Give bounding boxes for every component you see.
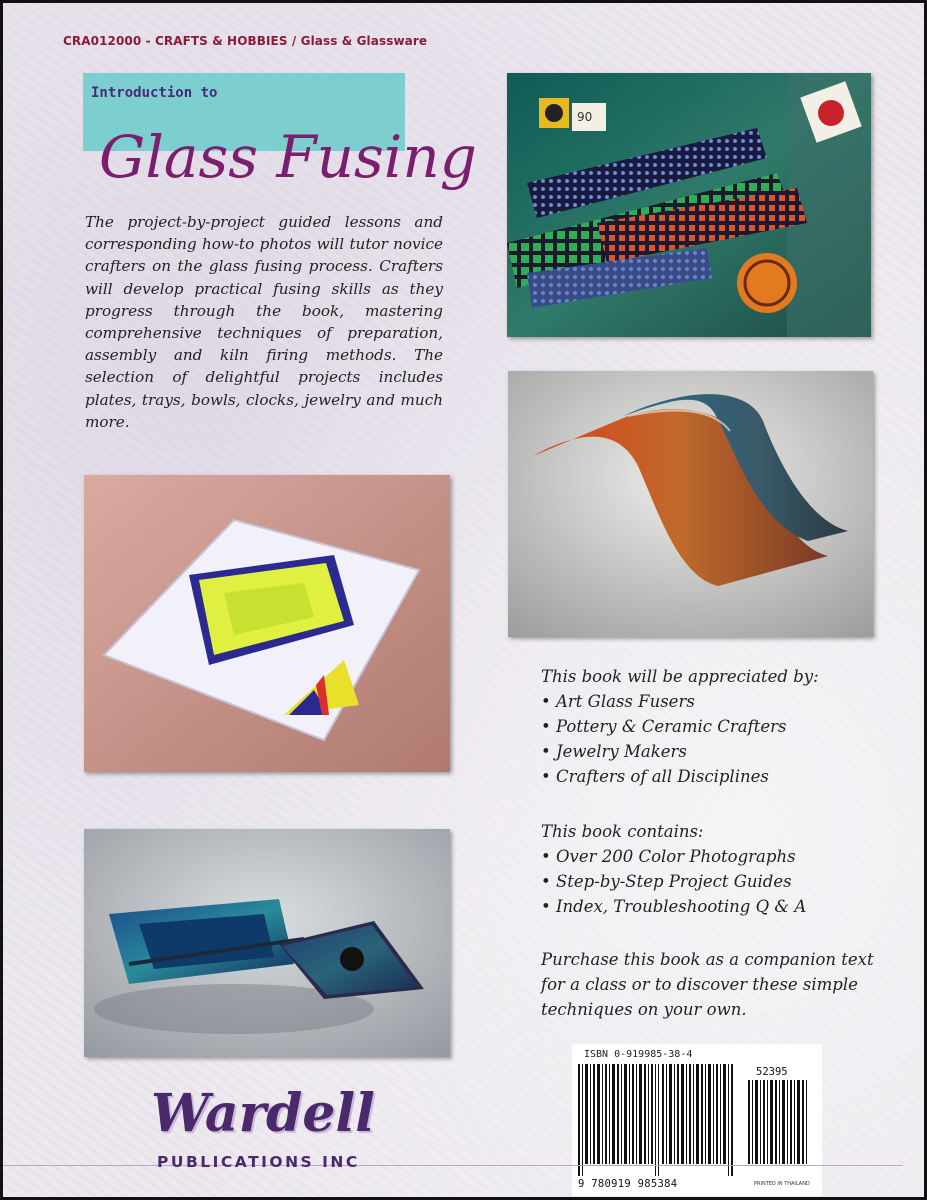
book-title: Glass Fusing (99, 123, 477, 191)
contains-section (541, 819, 881, 919)
barcode-bars (578, 1064, 816, 1176)
list-item: • Pottery & Ceramic Crafters (541, 714, 881, 739)
list-item: • Step-by-Step Project Guides (541, 869, 881, 894)
publisher-logo (151, 1083, 393, 1183)
printed-in-label: PRINTED IN THAILAND (754, 1181, 810, 1187)
list-item: • Crafters of all Disciplines (541, 764, 881, 789)
appreciated-list (541, 689, 881, 789)
barcode (572, 1044, 822, 1196)
photo-square-plate (84, 475, 450, 772)
isbn-label: ISBN 0-919985-38-4 (584, 1049, 693, 1060)
publisher-subtitle: PUBLICATIONS INC (157, 1153, 360, 1171)
list-item: • Index, Troubleshooting Q & A (541, 894, 881, 919)
contains-heading: This book contains: (541, 822, 704, 841)
category-label: CRA012000 - CRAFTS & HOBBIES / Glass & Glassware (63, 34, 428, 48)
list-item: • Art Glass Fusers (541, 689, 881, 714)
photo-bowl-lid (84, 829, 450, 1057)
appreciated-section (541, 664, 881, 789)
photo-glass-sheets (507, 73, 871, 337)
list-item: • Over 200 Color Photographs (541, 844, 881, 869)
footer-divider (3, 1165, 903, 1166)
publisher-name: Wardell (151, 1083, 375, 1144)
appreciated-heading: This book will be appreciated by: (541, 667, 819, 686)
price-code: 52395 (756, 1066, 788, 1078)
ean-digits: 9 780919 985384 (578, 1178, 678, 1190)
intro-paragraph: The project-by-project guided lessons and corresponding how-to photos will tutor novice crafters on the glass fusing process. Crafters will develop practical fusing skills as they progress through the book, mastering comprehensive techniques of preparation, assembly and kiln firing methods. The selection of delightful projects includes plates, trays, bowls, clocks, jewelry and much more. (85, 213, 443, 431)
photo-wave-tray (508, 371, 873, 637)
purchase-text: Purchase this book as a companion text for a class or to discover these simple techniques on your own. (541, 950, 874, 1019)
contains-list (541, 844, 881, 919)
title-prefix: Introduction to (91, 85, 218, 101)
svg-text:90: 90 (577, 110, 593, 124)
list-item: • Jewelry Makers (541, 739, 881, 764)
